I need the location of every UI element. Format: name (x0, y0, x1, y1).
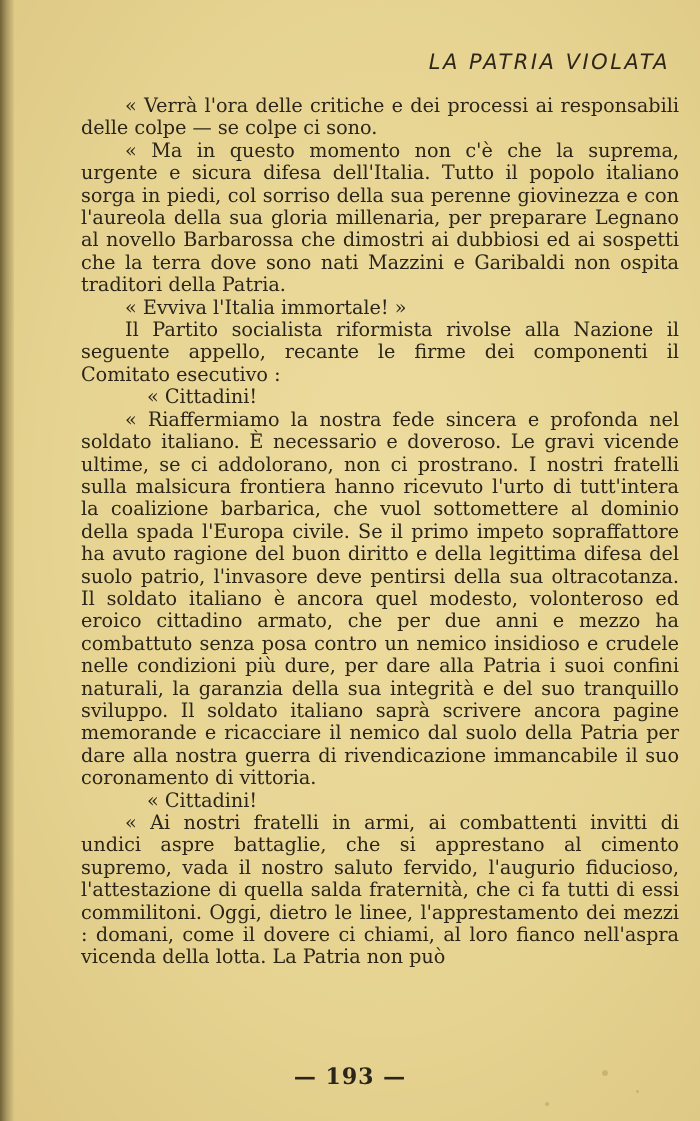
binding-shadow (0, 0, 14, 1121)
paragraph-3: « Evviva l'Italia immortale! » (125, 295, 407, 319)
paragraph-8: « Ai nostri fratelli in armi, ai combattenti invitti di undici aspre battaglie, che si apprestano al cimento supremo, vada il nostro saluto fervido, l'augurio fiducioso, l'attestazione di quella salda fraternità, che ci fa tutti di essi commilitoni. Oggi, dietro le linee, l'apprestamento dei mezzi : domani, come il dovere ci chiami, al loro fianco nell'aspra vicenda della lotta. La Patria non può (81, 811, 679, 969)
paper-speck (636, 1090, 639, 1093)
paper-speck (545, 1102, 549, 1106)
paragraph-1: « Verrà l'ora delle critiche e dei processi ai responsabili delle colpe — se colpe ci sono. (81, 94, 679, 140)
paragraph-2: « Ma in questo momento non c'è che la suprema, urgente e sicura difesa dell'Italia. Tutto il popolo italiano sorga in piedi, col sorriso della sua perenne giovinezza e con l'aureola della sua gloria millenaria, per preparare Legnano al novello Barbarossa che dimostri ai dubbiosi ed ai sospetti che la terra dove sono nati Mazzini e Garibaldi non ospita traditori della Patria. (81, 138, 679, 297)
running-head: LA PATRIA VIOLATA (428, 50, 670, 74)
paper-speck (602, 1070, 608, 1076)
paragraph-6: « Riaffermiamo la nostra fede sincera e profonda nel soldato italiano. È necessario e doveroso. Le gravi vicende ultime, se ci addolorano, non ci prostrano. I nostri fratelli sulla malsicura frontiera hanno ricevuto l'urto di tutt'intera la coalizione barbarica, che vuol sottomettere al dominio della spada l'Europa civile. Se il primo impeto sopraffattore ha avuto ragione del buon diritto e della legittima difesa del suolo patrio, l'invasore deve pentirsi della sua oltracotanza. Il soldato italiano è ancora quel modesto, volonteroso ed eroico cittadino armato, che per due anni e mezzo ha combattuto senza posa contro un nemico insidioso e crudele nelle condizioni più dure, per dare alla Patria i suoi confini naturali, la garanzia della sua integrità e del suo tranquillo sviluppo. Il soldato italiano saprà scrivere ancora pagine memorande e ricacciare il nemico dal suolo della Patria per dare alla nostra guerra di rivendicazione immancabile il suo coronamento di vittoria. (81, 407, 679, 790)
paragraph-4: Il Partito socialista riformista rivolse alla Nazione il seguente appello, recante le firme dei componenti il Comitato esecutivo : (81, 318, 679, 386)
page-number: — 193 — (293, 1064, 407, 1090)
paragraph-5: « Cittadini! (147, 385, 258, 409)
body-text (81, 95, 679, 969)
paragraph-7: « Cittadini! (147, 788, 258, 812)
